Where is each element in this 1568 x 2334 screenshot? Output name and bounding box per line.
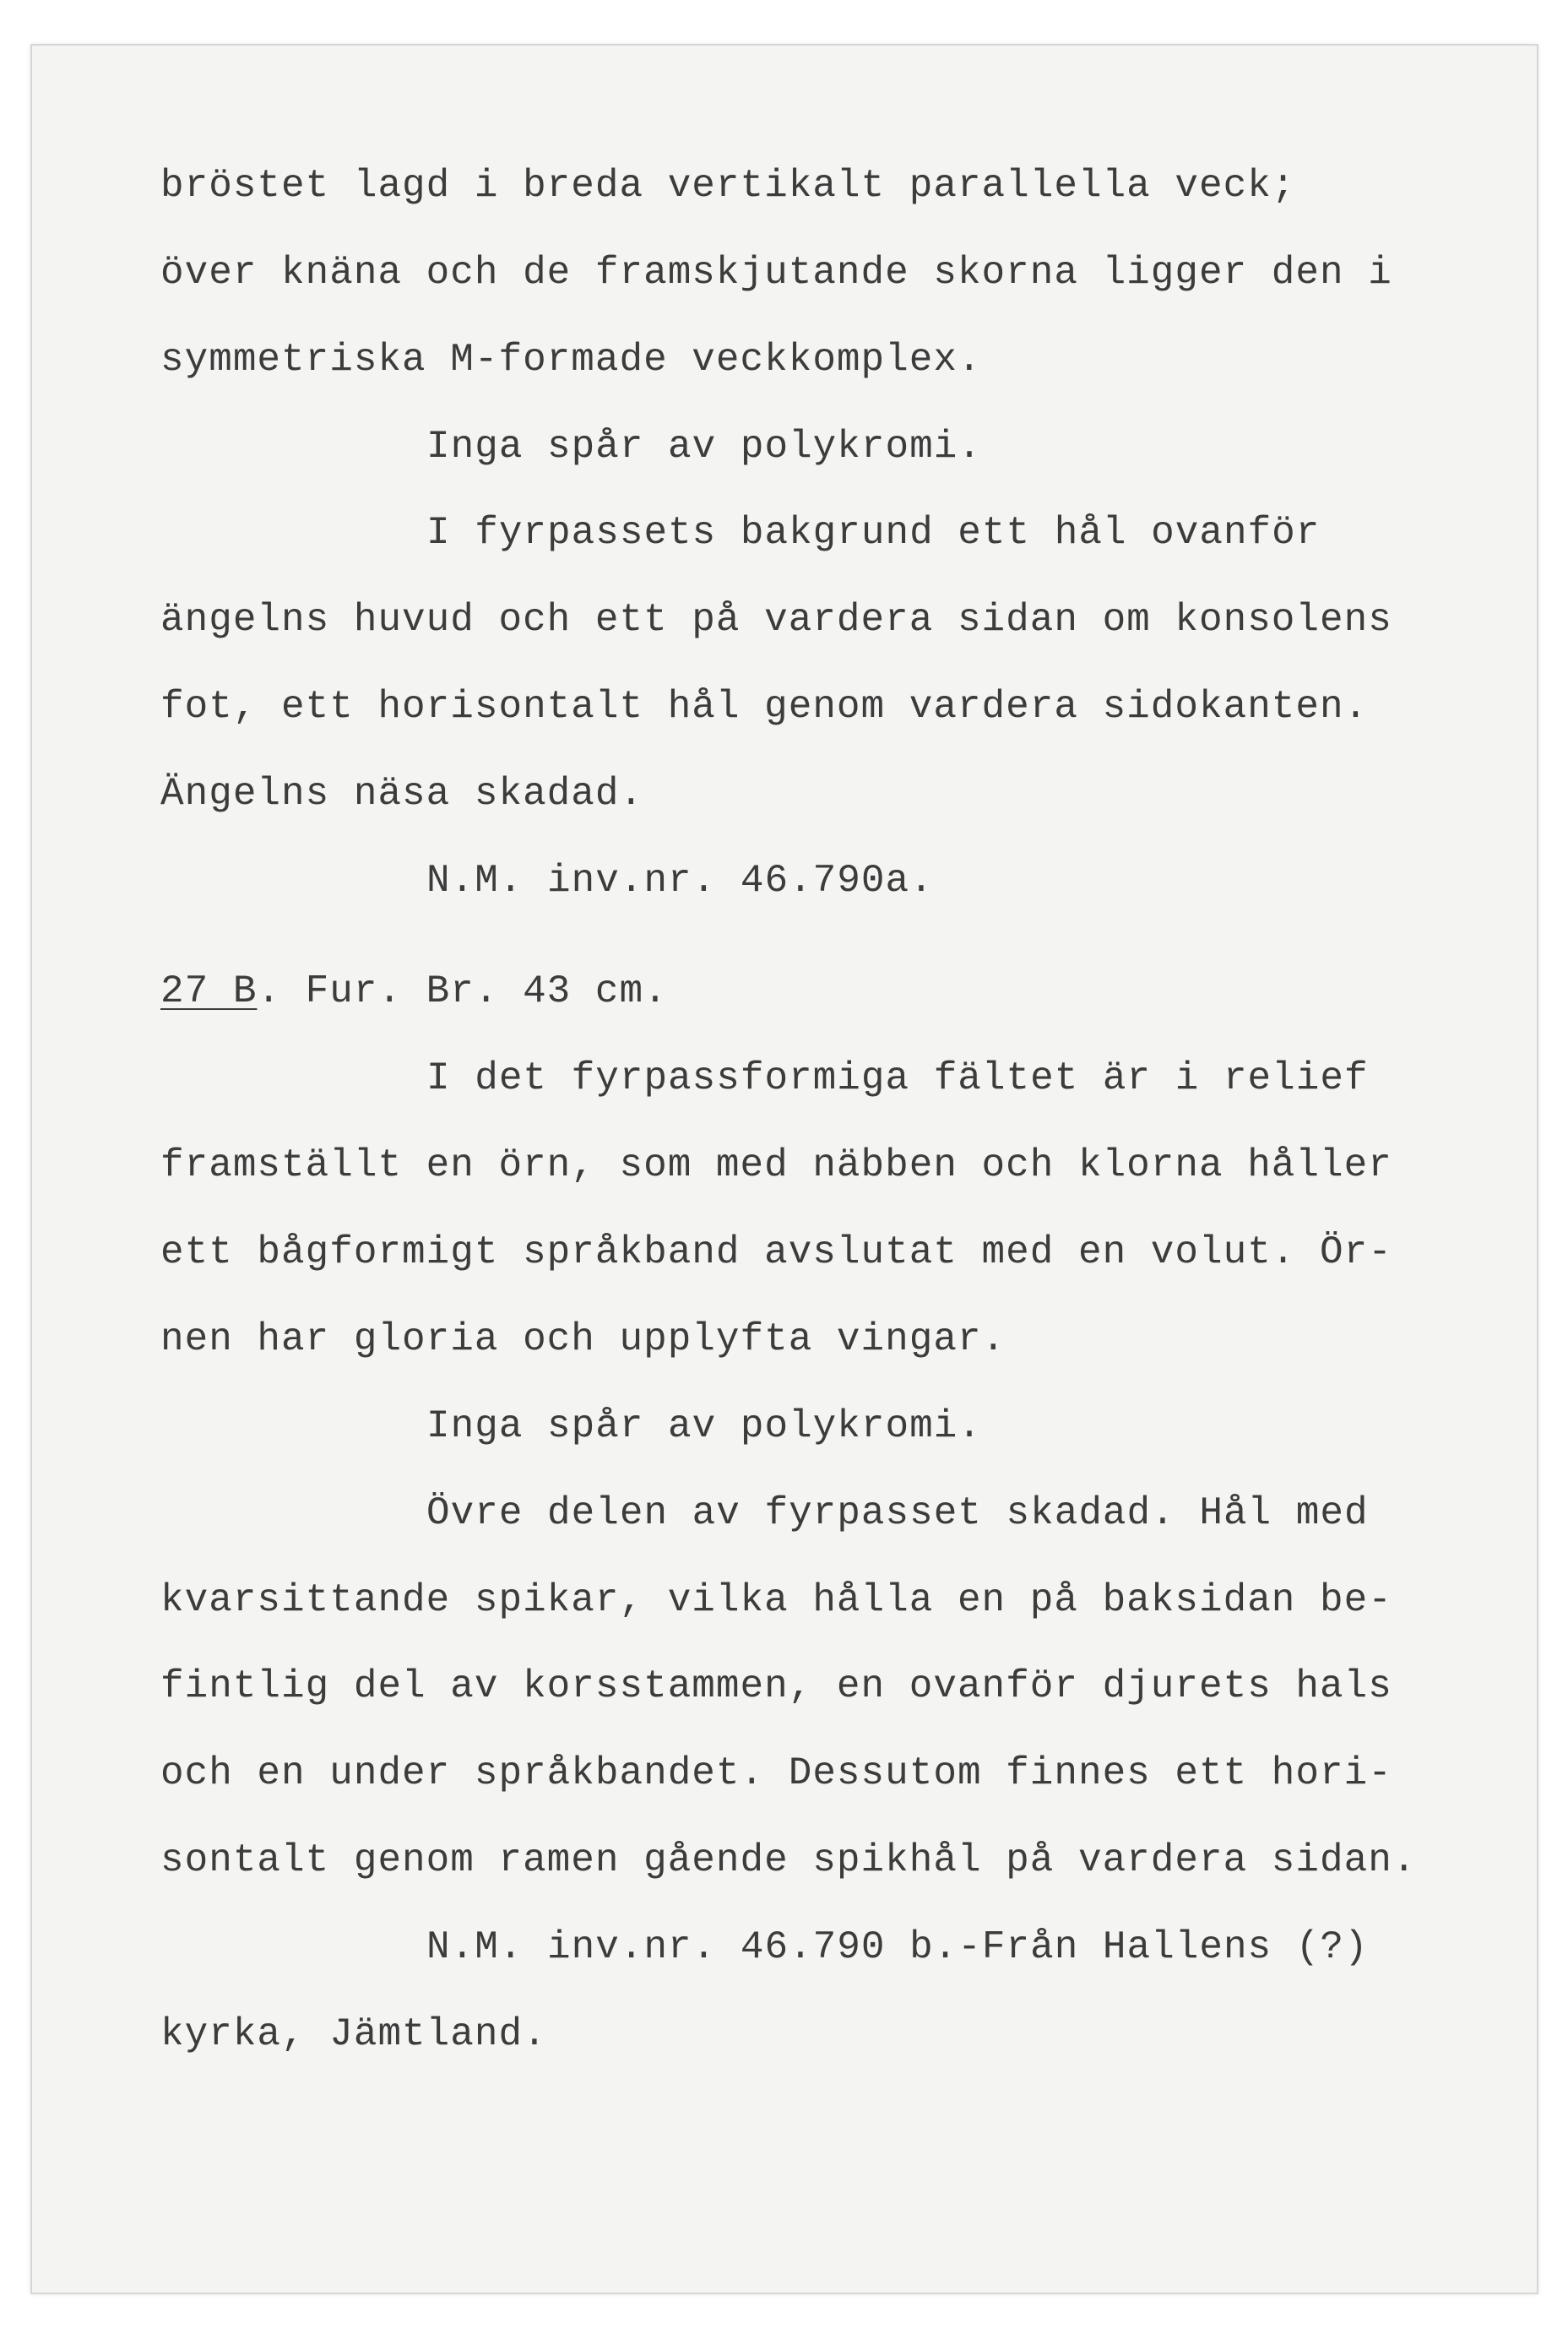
- text-line: I det fyrpassformiga fältet är i relief: [426, 1056, 1369, 1100]
- text-line: över knäna och de framskjutande skorna ligger den i: [160, 251, 1392, 295]
- text-line: ett bågformigt språkband avslutat med en volut. Ör-: [160, 1230, 1392, 1274]
- text-line: framställt en örn, som med näbben och klorna håller: [160, 1143, 1392, 1187]
- text-line: fot, ett horisontalt hål genom vardera sidokanten.: [160, 685, 1369, 729]
- text-line: Inga spår av polykromi.: [426, 1404, 982, 1448]
- text-line: sontalt genom ramen gående spikhål på vardera sidan.: [160, 1838, 1417, 1882]
- text-line: nen har gloria och upplyfta vingar.: [160, 1317, 1006, 1361]
- text-line: I fyrpassets bakgrund ett hål ovanför: [426, 511, 1321, 555]
- entry-heading-details: . Fur. Br. 43 cm.: [257, 969, 668, 1013]
- inventory-number: N.M. inv.nr. 46.790 b.-Från Hallens (?): [426, 1925, 1369, 1969]
- text-line: Inga spår av polykromi.: [426, 425, 982, 469]
- inventory-number: N.M. inv.nr. 46.790a.: [426, 859, 934, 903]
- text-line: och en under språkbandet. Dessutom finnes ett hori-: [160, 1751, 1392, 1795]
- entry-heading: [160, 966, 668, 1017]
- text-line: symmetriska M-formade veckkomplex.: [160, 338, 982, 382]
- text-line: Övre delen av fyrpasset skadad. Hål med: [426, 1491, 1369, 1535]
- text-line: Ängelns näsa skadad.: [160, 772, 644, 816]
- entry-number: 27 B: [160, 969, 258, 1013]
- text-line: bröstet lagd i breda vertikalt parallella veck;: [160, 164, 1296, 208]
- text-line: kyrka, Jämtland.: [160, 2012, 547, 2056]
- text-line: kvarsittande spikar, vilka hålla en på baksidan be-: [160, 1578, 1392, 1622]
- text-line: ängelns huvud och ett på vardera sidan om konsolens: [160, 598, 1392, 642]
- text-line: fintlig del av korsstammen, en ovanför djurets hals: [160, 1664, 1392, 1708]
